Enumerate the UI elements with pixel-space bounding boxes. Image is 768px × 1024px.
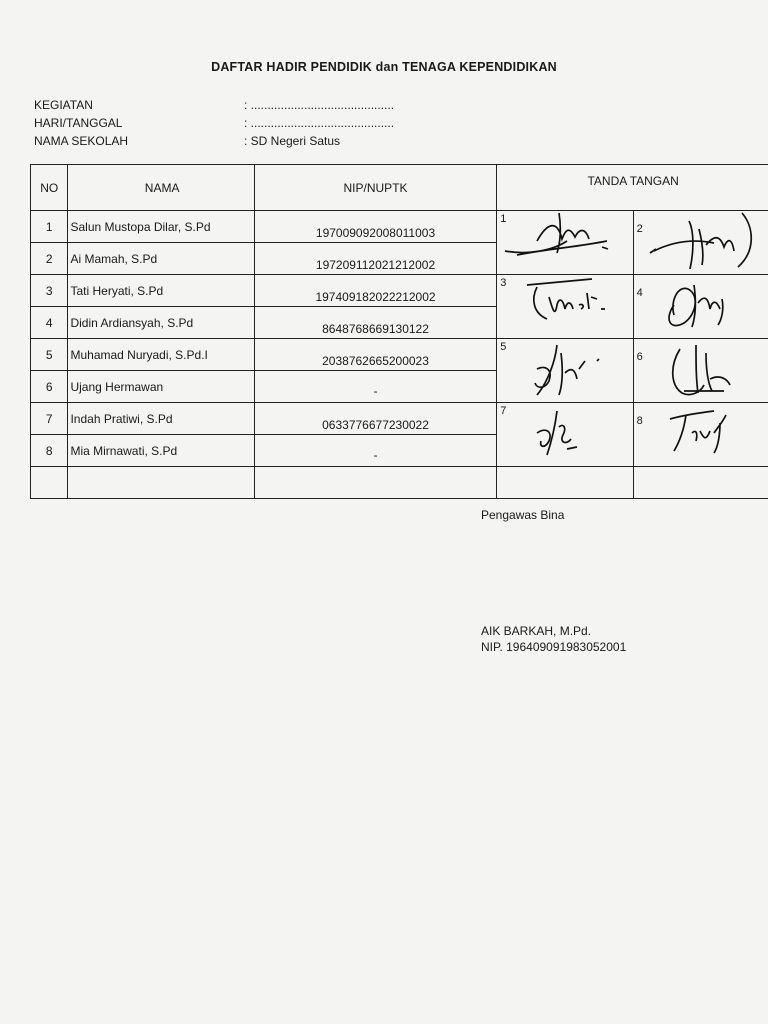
signature-6-icon — [634, 339, 764, 401]
row-nip — [254, 307, 497, 339]
nip-value: 0633776677230022 — [322, 417, 429, 432]
row-nip — [254, 467, 497, 499]
signature-cell — [497, 339, 633, 403]
signature-4-icon — [634, 275, 764, 337]
signature-number: 4 — [636, 287, 643, 299]
signature-number: 5 — [500, 341, 507, 353]
row-no: 8 — [31, 435, 68, 467]
signature-cell — [633, 339, 768, 403]
signature-cell — [633, 467, 768, 499]
header-nama: NAMA — [68, 165, 254, 211]
row-nama: Ujang Hermawan — [68, 371, 254, 403]
row-nama: Ai Mamah, S.Pd — [68, 243, 254, 275]
signature-number: 3 — [500, 277, 507, 289]
supervisor-role: Pengawas Bina — [481, 508, 565, 522]
signature-1-icon — [497, 211, 627, 273]
row-nip — [254, 243, 497, 275]
signature-8-icon — [634, 403, 764, 465]
row-nama: Tati Heryati, S.Pd — [68, 275, 254, 307]
row-nama: Didin Ardiansyah, S.Pd — [68, 307, 254, 339]
field-value: : ........................................... — [244, 116, 395, 130]
field-label: HARI/TANGGAL — [34, 116, 123, 130]
row-nip — [254, 371, 497, 403]
row-nama: Salun Mustopa Dilar, S.Pd — [68, 211, 254, 243]
field-kegiatan — [34, 96, 394, 114]
field-label: KEGIATAN — [34, 98, 93, 112]
signature-cell — [497, 211, 633, 275]
row-nama: Mia Mirnawati, S.Pd — [68, 435, 254, 467]
nip-value: 8648768669130122 — [322, 321, 429, 336]
row-nama — [68, 467, 254, 499]
table-row — [31, 211, 768, 243]
supervisor-nip: NIP. 196409091983052001 — [481, 640, 627, 654]
nip-value: 197009092008011003 — [315, 225, 436, 240]
field-nama-sekolah — [34, 132, 394, 150]
signature-7-icon — [497, 403, 627, 465]
table-row — [31, 339, 768, 371]
row-no: 4 — [31, 307, 68, 339]
signature-number: 6 — [636, 351, 643, 363]
row-nip — [254, 403, 497, 435]
signature-number: 1 — [500, 213, 507, 225]
nip-value: 197409182022212002 — [315, 289, 436, 304]
table-header-row — [31, 165, 768, 211]
signature-number: 7 — [500, 405, 507, 417]
row-no: 3 — [31, 275, 68, 307]
attendance-table — [30, 164, 768, 499]
document-fields — [34, 96, 394, 150]
signature-cell — [633, 211, 768, 275]
row-nama: Muhamad Nuryadi, S.Pd.I — [68, 339, 254, 371]
row-nip — [254, 435, 497, 467]
row-no: 7 — [31, 403, 68, 435]
signature-5-icon — [497, 339, 627, 401]
row-no: 6 — [31, 371, 68, 403]
signature-3-icon — [497, 275, 627, 337]
signature-cell — [497, 275, 633, 339]
row-nama: Indah Pratiwi, S.Pd — [68, 403, 254, 435]
table-row — [31, 403, 768, 435]
row-nip — [254, 275, 497, 307]
table-row-empty — [31, 467, 768, 499]
nip-value: 197209112021212002 — [315, 257, 436, 272]
row-nip — [254, 211, 497, 243]
row-nip — [254, 339, 497, 371]
nip-value: - — [373, 447, 378, 462]
header-tanda-tangan: TANDA TANGAN — [497, 165, 768, 211]
field-hari-tanggal — [34, 114, 394, 132]
row-no — [31, 467, 68, 499]
field-value: : SD Negeri Satus — [244, 134, 341, 148]
signature-number: 2 — [636, 223, 643, 235]
signature-cell — [633, 275, 768, 339]
signature-cell — [497, 403, 633, 467]
table-row — [31, 275, 768, 307]
supervisor-name: AIK BARKAH, M.Pd. — [481, 624, 592, 638]
field-label: NAMA SEKOLAH — [34, 134, 129, 148]
row-no: 1 — [31, 211, 68, 243]
nip-value: 2038762665200023 — [322, 353, 429, 368]
header-no: NO — [31, 165, 68, 211]
header-nip: NIP/NUPTK — [254, 165, 497, 211]
signature-cell — [497, 467, 633, 499]
signature-cell — [633, 403, 768, 467]
document-title: DAFTAR HADIR PENDIDIK dan TENAGA KEPENDIDIKAN — [211, 60, 557, 74]
nip-value: - — [373, 383, 378, 398]
signature-number: 8 — [636, 415, 643, 427]
row-no: 2 — [31, 243, 68, 275]
row-no: 5 — [31, 339, 68, 371]
field-value: : ........................................... — [244, 98, 395, 112]
signature-2-icon — [634, 211, 764, 273]
